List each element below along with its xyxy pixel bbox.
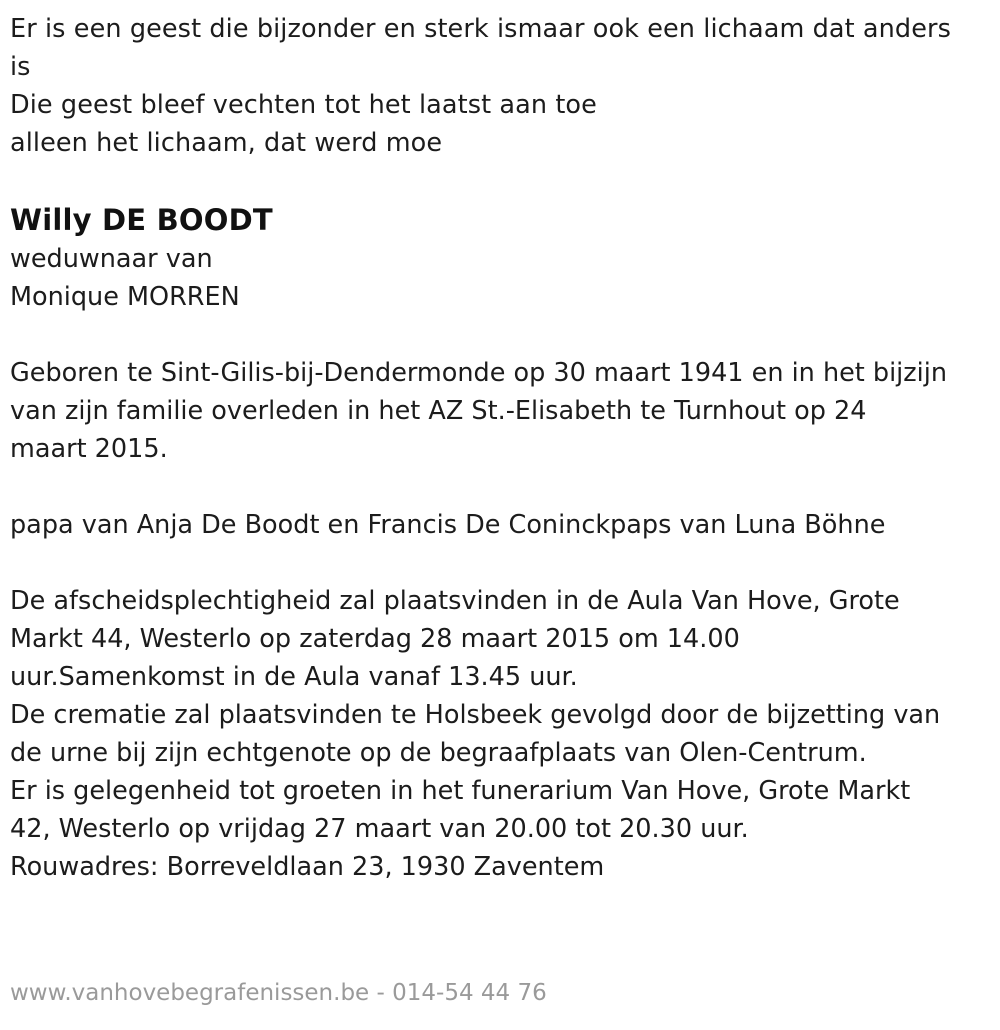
- ceremony-block: [10, 582, 986, 886]
- ceremony-line: Markt 44, Westerlo op zaterdag 28 maart 2015 om 14.00: [10, 624, 740, 654]
- relation-line: Monique MORREN: [10, 282, 240, 312]
- birth-death-block: [10, 354, 986, 468]
- poem-block: [10, 10, 986, 162]
- birth-death-line: maart 2015.: [10, 434, 168, 464]
- spacer: [10, 468, 986, 506]
- birth-death-line: Geboren te Sint-Gilis-bij-Dendermonde op 30 maart 1941 en in het bijzijn: [10, 358, 947, 388]
- poem-line: alleen het lichaam, dat werd moe: [10, 128, 443, 158]
- relation-line: weduwnaar van: [10, 244, 213, 274]
- family-block: [10, 506, 986, 544]
- spacer: [10, 162, 986, 200]
- poem-line: is: [10, 52, 31, 82]
- ceremony-line: uur.Samenkomst in de Aula vanaf 13.45 uur.: [10, 662, 578, 692]
- spacer: [10, 316, 986, 354]
- ceremony-line: Er is gelegenheid tot groeten in het funerarium Van Hove, Grote Markt: [10, 776, 911, 806]
- birth-death-line: van zijn familie overleden in het AZ St.-Elisabeth te Turnhout op 24: [10, 396, 867, 426]
- relation-block: [10, 240, 986, 316]
- ceremony-line: De afscheidsplechtigheid zal plaatsvinden in de Aula Van Hove, Grote: [10, 586, 900, 616]
- deceased-name: Willy DE BOODT: [10, 203, 273, 237]
- footer-contact: www.vanhovebegrafenissen.be - 014-54 44 76: [10, 980, 547, 1006]
- family-line: papa van Anja De Boodt en Francis De Coninckpaps van Luna Böhne: [10, 510, 886, 540]
- poem-line: Die geest bleef vechten tot het laatst aan toe: [10, 90, 597, 120]
- poem-line: Er is een geest die bijzonder en sterk ismaar ook een lichaam dat anders: [10, 14, 951, 44]
- ceremony-line: 42, Westerlo op vrijdag 27 maart van 20.00 tot 20.30 uur.: [10, 814, 749, 844]
- ceremony-line: De crematie zal plaatsvinden te Holsbeek gevolgd door de bijzetting van: [10, 700, 941, 730]
- ceremony-line: de urne bij zijn echtgenote op de begraafplaats van Olen-Centrum.: [10, 738, 867, 768]
- ceremony-line: Rouwadres: Borreveldlaan 23, 1930 Zaventem: [10, 852, 605, 882]
- spacer: [10, 544, 986, 582]
